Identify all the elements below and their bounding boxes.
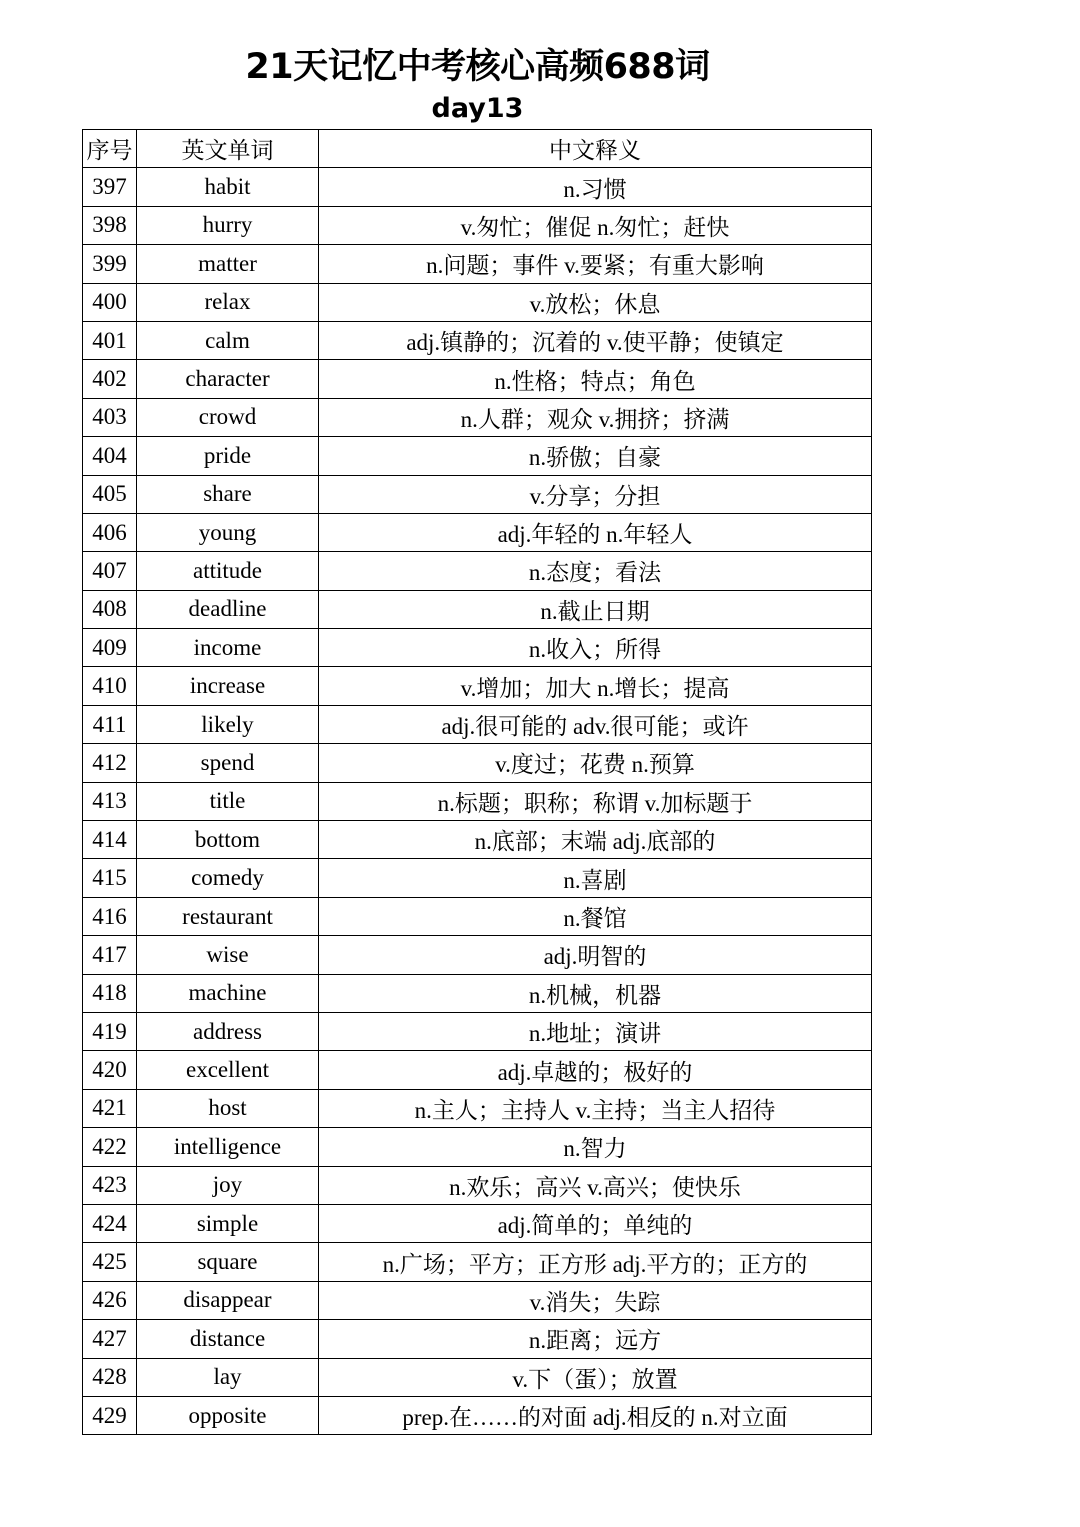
row-number: 410 — [83, 667, 137, 705]
row-word: opposite — [137, 1396, 319, 1434]
row-word: comedy — [137, 859, 319, 897]
row-definition: v.消失；失踪 — [319, 1281, 872, 1319]
row-number: 403 — [83, 398, 137, 436]
header-word: 英文单词 — [137, 130, 319, 168]
row-definition: n.地址；演讲 — [319, 1012, 872, 1050]
row-number: 406 — [83, 513, 137, 551]
row-definition: n.人群；观众 v.拥挤；挤满 — [319, 398, 872, 436]
row-definition: n.智力 — [319, 1128, 872, 1166]
table-row — [83, 552, 872, 590]
row-word: address — [137, 1012, 319, 1050]
row-word: income — [137, 629, 319, 667]
row-definition: adj.明智的 — [319, 936, 872, 974]
table-row — [83, 667, 872, 705]
row-word: bottom — [137, 821, 319, 859]
row-number: 415 — [83, 859, 137, 897]
row-word: joy — [137, 1166, 319, 1204]
table-row — [83, 475, 872, 513]
row-definition: v.增加；加大 n.增长；提高 — [319, 667, 872, 705]
table-row — [83, 1166, 872, 1204]
document-title: 21天记忆中考核心高频688词 — [245, 47, 710, 87]
row-definition: adj.镇静的；沉着的 v.使平静；使镇定 — [319, 321, 872, 359]
row-word: matter — [137, 245, 319, 283]
row-word: hurry — [137, 206, 319, 244]
row-definition: n.态度；看法 — [319, 552, 872, 590]
row-number: 429 — [83, 1396, 137, 1434]
row-number: 425 — [83, 1243, 137, 1281]
row-number: 422 — [83, 1128, 137, 1166]
row-definition: n.主人；主持人 v.主持；当主人招待 — [319, 1089, 872, 1127]
row-number: 424 — [83, 1204, 137, 1242]
row-word: lay — [137, 1358, 319, 1396]
table-row — [83, 1012, 872, 1050]
row-number: 408 — [83, 590, 137, 628]
table-row — [83, 1281, 872, 1319]
row-word: restaurant — [137, 897, 319, 935]
row-number: 418 — [83, 974, 137, 1012]
header-number: 序号 — [83, 130, 137, 168]
row-number: 397 — [83, 168, 137, 206]
row-word: intelligence — [137, 1128, 319, 1166]
table-row — [83, 1243, 872, 1281]
row-number: 419 — [83, 1012, 137, 1050]
table-row — [83, 821, 872, 859]
row-number: 421 — [83, 1089, 137, 1127]
row-definition: n.距离；远方 — [319, 1320, 872, 1358]
row-definition: prep.在……的对面 adj.相反的 n.对立面 — [319, 1396, 872, 1434]
row-number: 409 — [83, 629, 137, 667]
row-definition: n.餐馆 — [319, 897, 872, 935]
row-number: 407 — [83, 552, 137, 590]
row-number: 402 — [83, 360, 137, 398]
table-row — [83, 1128, 872, 1166]
table-row — [83, 1358, 872, 1396]
row-number: 428 — [83, 1358, 137, 1396]
row-definition: v.度过；花费 n.预算 — [319, 744, 872, 782]
table-header-row — [83, 130, 872, 168]
table-row — [83, 321, 872, 359]
table-row — [83, 513, 872, 551]
row-word: relax — [137, 283, 319, 321]
row-definition: n.截止日期 — [319, 590, 872, 628]
row-number: 420 — [83, 1051, 137, 1089]
row-definition: adj.简单的；单纯的 — [319, 1204, 872, 1242]
table-row — [83, 936, 872, 974]
table-row — [83, 206, 872, 244]
row-number: 404 — [83, 437, 137, 475]
row-definition: n.性格；特点；角色 — [319, 360, 872, 398]
row-definition: v.放松；休息 — [319, 283, 872, 321]
row-number: 417 — [83, 936, 137, 974]
row-number: 414 — [83, 821, 137, 859]
table-row — [83, 1204, 872, 1242]
row-definition: adj.很可能的 adv.很可能；或许 — [319, 705, 872, 743]
row-word: excellent — [137, 1051, 319, 1089]
row-word: deadline — [137, 590, 319, 628]
row-word: attitude — [137, 552, 319, 590]
row-number: 399 — [83, 245, 137, 283]
row-word: habit — [137, 168, 319, 206]
table-row — [83, 590, 872, 628]
row-number: 401 — [83, 321, 137, 359]
row-definition: n.广场；平方；正方形 adj.平方的；正方的 — [319, 1243, 872, 1281]
row-word: character — [137, 360, 319, 398]
row-definition: n.喜剧 — [319, 859, 872, 897]
table-row — [83, 168, 872, 206]
row-word: young — [137, 513, 319, 551]
table-row — [83, 629, 872, 667]
table-row — [83, 782, 872, 820]
row-number: 398 — [83, 206, 137, 244]
row-definition: n.骄傲；自豪 — [319, 437, 872, 475]
row-word: increase — [137, 667, 319, 705]
table-row — [83, 859, 872, 897]
row-word: square — [137, 1243, 319, 1281]
row-number: 423 — [83, 1166, 137, 1204]
row-definition: n.问题；事件 v.要紧；有重大影响 — [319, 245, 872, 283]
row-word: machine — [137, 974, 319, 1012]
row-word: pride — [137, 437, 319, 475]
row-word: host — [137, 1089, 319, 1127]
row-definition: n.机械，机器 — [319, 974, 872, 1012]
row-definition: adj.卓越的；极好的 — [319, 1051, 872, 1089]
table-row — [83, 360, 872, 398]
row-word: calm — [137, 321, 319, 359]
table-row — [83, 974, 872, 1012]
table-row — [83, 1320, 872, 1358]
row-word: share — [137, 475, 319, 513]
vocabulary-table — [82, 129, 872, 1435]
row-number: 400 — [83, 283, 137, 321]
document-subtitle: day13 — [431, 93, 524, 124]
row-definition: n.欢乐；高兴 v.高兴；使快乐 — [319, 1166, 872, 1204]
table-row — [83, 744, 872, 782]
row-word: distance — [137, 1320, 319, 1358]
table-row — [83, 437, 872, 475]
row-definition: v.下（蛋）；放置 — [319, 1358, 872, 1396]
row-number: 416 — [83, 897, 137, 935]
table-row — [83, 705, 872, 743]
table-row — [83, 245, 872, 283]
table-row — [83, 1396, 872, 1434]
row-definition: v.匆忙；催促 n.匆忙；赶快 — [319, 206, 872, 244]
row-number: 412 — [83, 744, 137, 782]
row-definition: n.收入；所得 — [319, 629, 872, 667]
table-row — [83, 398, 872, 436]
row-word: wise — [137, 936, 319, 974]
row-number: 426 — [83, 1281, 137, 1319]
row-word: spend — [137, 744, 319, 782]
row-definition: n.底部；末端 adj.底部的 — [319, 821, 872, 859]
table-body — [83, 168, 872, 1435]
row-definition: n.标题；职称；称谓 v.加标题于 — [319, 782, 872, 820]
table-row — [83, 1051, 872, 1089]
row-word: crowd — [137, 398, 319, 436]
table-row — [83, 897, 872, 935]
table-row — [83, 1089, 872, 1127]
table-row — [83, 283, 872, 321]
row-number: 413 — [83, 782, 137, 820]
row-definition: v.分享；分担 — [319, 475, 872, 513]
row-word: simple — [137, 1204, 319, 1242]
row-number: 427 — [83, 1320, 137, 1358]
row-word: likely — [137, 705, 319, 743]
row-number: 411 — [83, 705, 137, 743]
row-definition: n.习惯 — [319, 168, 872, 206]
row-word: title — [137, 782, 319, 820]
header-definition: 中文释义 — [319, 130, 872, 168]
row-number: 405 — [83, 475, 137, 513]
row-definition: adj.年轻的 n.年轻人 — [319, 513, 872, 551]
row-word: disappear — [137, 1281, 319, 1319]
